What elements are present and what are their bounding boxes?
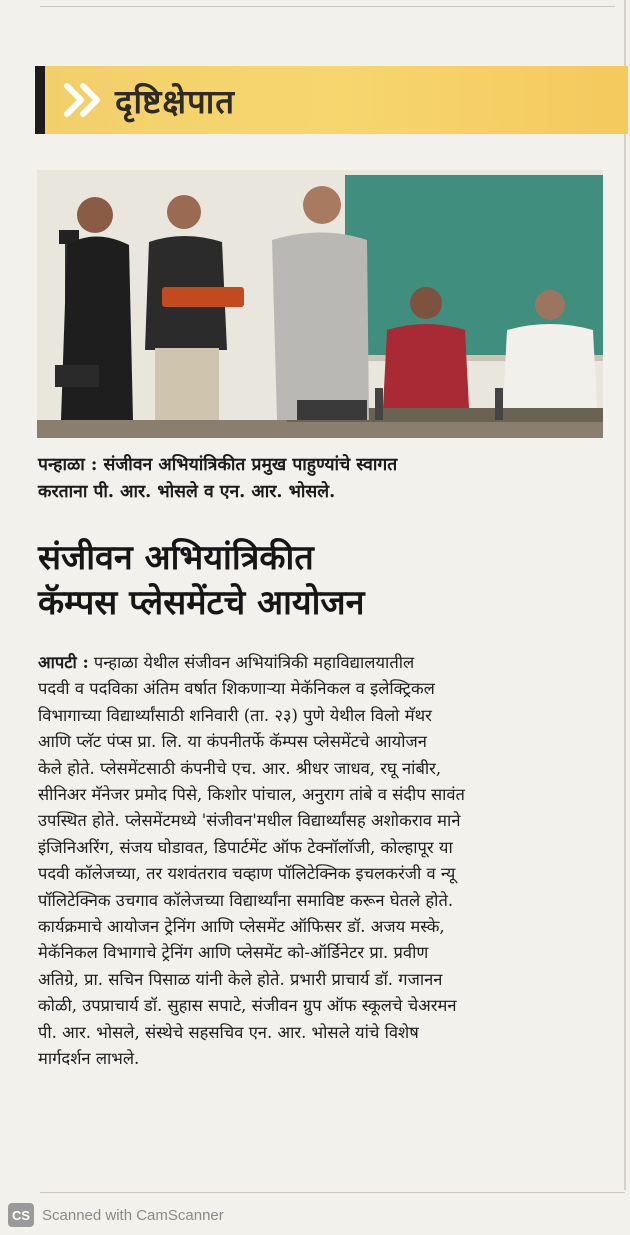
section-banner xyxy=(35,66,628,134)
article-line: पदवी व पदविका अंतिम वर्षात शिकणाऱ्या मेकॅनिकल व इलेक्ट्रिकल xyxy=(38,679,435,699)
camscanner-watermark xyxy=(8,1201,224,1229)
article-headline xyxy=(38,536,598,626)
article-line: आपटी : पन्हाळा येथील संजीवन अभियांत्रिकी महाविद्यालयातील xyxy=(38,653,415,672)
camscanner-logo: CS xyxy=(8,1203,34,1227)
article-body xyxy=(38,650,598,1073)
event-photo-image xyxy=(37,170,603,438)
article-line: पॉलिटेक्निक उचगाव कॉलेजच्या विद्यार्थ्यांना समाविष्ट करून घेतले होते. xyxy=(38,890,454,910)
article-line: सीनिअर मॅनेजर प्रमोद पिसे, किशोर पांचाल, अनुराग तांबे व संदीप सावंत xyxy=(38,785,465,805)
article-line: विभागाच्या विद्यार्थ्यांसाठी शनिवारी (ता. २३) पुणे येथील विलो मॅथर xyxy=(38,705,432,725)
article-line: अतिग्रे, प्रा. सचिन पिसाळ यांनी केले होते. प्रभारी प्राचार्य डॉ. गजानन xyxy=(38,969,443,989)
article-line: आणि प्लॅट पंप्स प्रा. लि. या कंपनीतर्फे कॅम्पस प्लेसमेंटचे आयोजन xyxy=(38,732,427,752)
article-line: कोळी, उपप्राचार्य डॉ. सुहास सपाटे, संजीवन ग्रुप ऑफ स्कूलचे चेअरमन xyxy=(38,996,457,1016)
headline-line-2: कॅम्पस प्लेसमेंटचे आयोजन xyxy=(38,583,365,623)
headline-line-1: संजीवन अभियांत्रिकीत xyxy=(38,538,314,578)
top-rule xyxy=(40,0,615,7)
caption-place: पन्हाळा : xyxy=(38,455,98,475)
double-chevron-right-icon xyxy=(59,80,107,120)
article-line: कार्यक्रमाचे आयोजन ट्रेनिंग आणि प्लेसमेंट ऑफिसर डॉ. अजय मस्के, xyxy=(38,917,445,937)
article-line: मेकॅनिकल विभागाचे ट्रेनिंग आणि प्लेसमेंट को-ऑर्डिनेटर प्रा. प्रवीण xyxy=(38,943,429,963)
article-dateline: आपटी : xyxy=(38,653,89,672)
caption-line-2: करताना पी. आर. भोसले व एन. आर. भोसले. xyxy=(38,482,336,502)
watermark-text: Scanned with CamScanner xyxy=(42,1206,224,1224)
article-line: पदवी कॉलेजच्या, तर यशवंतराव चव्हाण पॉलिटेक्निक इचलकरंजी व न्यू xyxy=(38,864,456,884)
article-line: इंजिनिअरिंग, संजय घोडावत, डिपार्टमेंट ऑफ टेक्नॉलॉजी, कोल्हापूर या xyxy=(38,837,453,857)
article-line: केले होते. प्लेसमेंटसाठी कंपनीचे एच. आर. श्रीधर जाधव, रघू नांबीर, xyxy=(38,758,442,778)
article-line: मार्गदर्शन लाभले. xyxy=(38,1049,140,1069)
footer-rule xyxy=(40,1192,625,1193)
article-line: उपस्थित होते. प्लेसमेंटमध्ये 'संजीवन'मधील विद्यार्थ्यांसह अशोकराव माने xyxy=(38,811,461,831)
column-edge xyxy=(624,0,626,1190)
event-photo xyxy=(37,170,603,438)
section-title: दृष्टिक्षेपात xyxy=(115,81,236,121)
photo-caption xyxy=(38,452,600,506)
caption-line-1: संजीवन अभियांत्रिकीत प्रमुख पाहुण्यांचे स्वागत xyxy=(103,455,398,475)
article-line: पी. आर. भोसले, संस्थेचे सहसचिव एन. आर. भोसले यांचे विशेष xyxy=(38,1022,419,1042)
